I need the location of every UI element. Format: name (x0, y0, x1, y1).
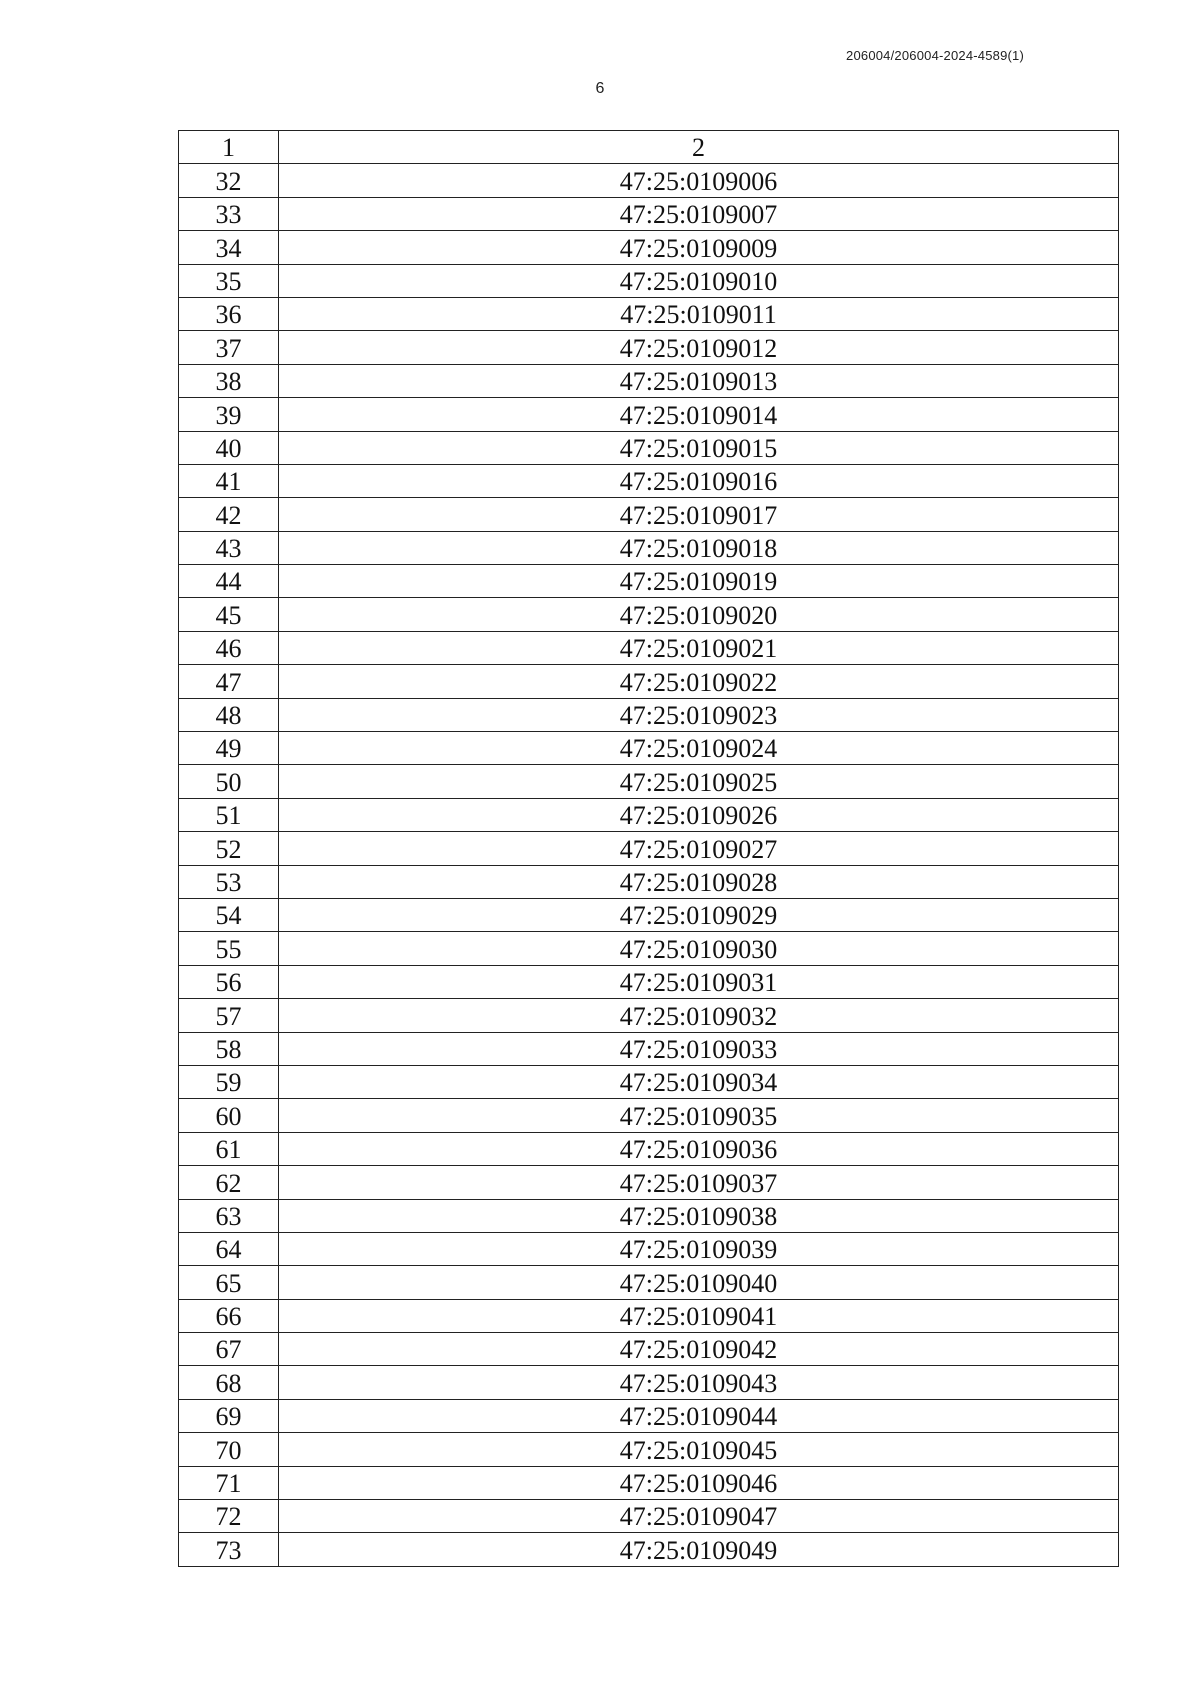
table-row (179, 865, 1119, 898)
row-number-cell: 51 (179, 798, 279, 831)
cadastral-number-cell: 47:25:0109024 (279, 732, 1119, 765)
cadastral-number-cell: 47:25:0109029 (279, 898, 1119, 931)
cadastral-number-cell: 47:25:0109035 (279, 1099, 1119, 1132)
table-header-row (179, 131, 1119, 164)
cadastral-number-cell: 47:25:0109011 (279, 297, 1119, 330)
cadastral-number-cell: 47:25:0109033 (279, 1032, 1119, 1065)
cadastral-number-cell: 47:25:0109042 (279, 1333, 1119, 1366)
table-row (179, 631, 1119, 664)
row-number-cell: 69 (179, 1399, 279, 1432)
row-number-cell: 62 (179, 1166, 279, 1199)
row-number-cell: 73 (179, 1533, 279, 1566)
table-row (179, 1099, 1119, 1132)
cadastral-number-cell: 47:25:0109049 (279, 1533, 1119, 1566)
cadastral-number-cell: 47:25:0109012 (279, 331, 1119, 364)
row-number-cell: 71 (179, 1466, 279, 1499)
row-number-cell: 46 (179, 631, 279, 664)
table-row (179, 698, 1119, 731)
table-row (179, 1333, 1119, 1366)
table-row (179, 464, 1119, 497)
table-row (179, 498, 1119, 531)
cadastral-number-cell: 47:25:0109026 (279, 798, 1119, 831)
table-row (179, 1399, 1119, 1432)
row-number-cell: 40 (179, 431, 279, 464)
cadastral-number-cell: 47:25:0109021 (279, 631, 1119, 664)
row-number-cell: 50 (179, 765, 279, 798)
table-row (179, 431, 1119, 464)
cadastral-number-cell: 47:25:0109013 (279, 364, 1119, 397)
cadastral-number-cell: 47:25:0109039 (279, 1232, 1119, 1265)
cadastral-number-cell: 47:25:0109014 (279, 398, 1119, 431)
table-row (179, 531, 1119, 564)
cadastral-number-cell: 47:25:0109036 (279, 1132, 1119, 1165)
row-number-cell: 43 (179, 531, 279, 564)
row-number-cell: 45 (179, 598, 279, 631)
table-row (179, 732, 1119, 765)
cadastral-number-cell: 47:25:0109020 (279, 598, 1119, 631)
row-number-cell: 58 (179, 1032, 279, 1065)
row-number-cell: 49 (179, 732, 279, 765)
table-body (179, 164, 1119, 1566)
row-number-cell: 52 (179, 832, 279, 865)
row-number-cell: 39 (179, 398, 279, 431)
document-reference: 206004/206004-2024-4589(1) (846, 48, 1024, 63)
table-row (179, 898, 1119, 931)
column-header-1: 1 (179, 131, 279, 164)
row-number-cell: 67 (179, 1333, 279, 1366)
row-number-cell: 35 (179, 264, 279, 297)
table-row (179, 665, 1119, 698)
table-row (179, 598, 1119, 631)
row-number-cell: 55 (179, 932, 279, 965)
table-row (179, 398, 1119, 431)
cadastral-number-cell: 47:25:0109023 (279, 698, 1119, 731)
row-number-cell: 65 (179, 1266, 279, 1299)
cadastral-number-cell: 47:25:0109025 (279, 765, 1119, 798)
row-number-cell: 63 (179, 1199, 279, 1232)
row-number-cell: 47 (179, 665, 279, 698)
page-number: 6 (595, 80, 605, 97)
row-number-cell: 48 (179, 698, 279, 731)
cadastral-number-cell: 47:25:0109041 (279, 1299, 1119, 1332)
cadastral-table (178, 130, 1119, 1567)
table-row (179, 1433, 1119, 1466)
cadastral-number-cell: 47:25:0109019 (279, 565, 1119, 598)
row-number-cell: 68 (179, 1366, 279, 1399)
cadastral-number-cell: 47:25:0109016 (279, 464, 1119, 497)
column-header-2: 2 (279, 131, 1119, 164)
row-number-cell: 44 (179, 565, 279, 598)
row-number-cell: 37 (179, 331, 279, 364)
row-number-cell: 72 (179, 1500, 279, 1533)
table-row (179, 164, 1119, 197)
row-number-cell: 38 (179, 364, 279, 397)
cadastral-number-cell: 47:25:0109015 (279, 431, 1119, 464)
table-row (179, 1366, 1119, 1399)
row-number-cell: 56 (179, 965, 279, 998)
table-row (179, 1032, 1119, 1065)
table-row (179, 1266, 1119, 1299)
table-row (179, 1199, 1119, 1232)
cadastral-number-cell: 47:25:0109043 (279, 1366, 1119, 1399)
cadastral-number-cell: 47:25:0109031 (279, 965, 1119, 998)
cadastral-number-cell: 47:25:0109032 (279, 999, 1119, 1032)
cadastral-number-cell: 47:25:0109038 (279, 1199, 1119, 1232)
row-number-cell: 41 (179, 464, 279, 497)
cadastral-number-cell: 47:25:0109030 (279, 932, 1119, 965)
row-number-cell: 54 (179, 898, 279, 931)
table-row (179, 1166, 1119, 1199)
table-row (179, 1065, 1119, 1098)
table-row (179, 1232, 1119, 1265)
cadastral-number-cell: 47:25:0109027 (279, 832, 1119, 865)
table-row (179, 197, 1119, 230)
table-row (179, 765, 1119, 798)
cadastral-number-cell: 47:25:0109045 (279, 1433, 1119, 1466)
table-row (179, 297, 1119, 330)
table-row (179, 565, 1119, 598)
row-number-cell: 60 (179, 1099, 279, 1132)
row-number-cell: 42 (179, 498, 279, 531)
table-row (179, 264, 1119, 297)
cadastral-number-cell: 47:25:0109009 (279, 231, 1119, 264)
row-number-cell: 32 (179, 164, 279, 197)
cadastral-number-cell: 47:25:0109007 (279, 197, 1119, 230)
row-number-cell: 70 (179, 1433, 279, 1466)
cadastral-number-cell: 47:25:0109018 (279, 531, 1119, 564)
table-row (179, 1299, 1119, 1332)
row-number-cell: 66 (179, 1299, 279, 1332)
table-row (179, 331, 1119, 364)
cadastral-number-cell: 47:25:0109040 (279, 1266, 1119, 1299)
table-row (179, 1132, 1119, 1165)
table-row (179, 999, 1119, 1032)
cadastral-number-cell: 47:25:0109017 (279, 498, 1119, 531)
table-row (179, 364, 1119, 397)
cadastral-number-cell: 47:25:0109047 (279, 1500, 1119, 1533)
table-row (179, 231, 1119, 264)
table-row (179, 798, 1119, 831)
row-number-cell: 59 (179, 1065, 279, 1098)
table-row (179, 1466, 1119, 1499)
table-row (179, 1500, 1119, 1533)
row-number-cell: 34 (179, 231, 279, 264)
cadastral-number-cell: 47:25:0109006 (279, 164, 1119, 197)
row-number-cell: 53 (179, 865, 279, 898)
cadastral-number-cell: 47:25:0109028 (279, 865, 1119, 898)
cadastral-number-cell: 47:25:0109034 (279, 1065, 1119, 1098)
cadastral-number-cell: 47:25:0109037 (279, 1166, 1119, 1199)
row-number-cell: 61 (179, 1132, 279, 1165)
table-row (179, 965, 1119, 998)
table-row (179, 932, 1119, 965)
table-row (179, 1533, 1119, 1566)
cadastral-number-cell: 47:25:0109022 (279, 665, 1119, 698)
row-number-cell: 57 (179, 999, 279, 1032)
cadastral-number-cell: 47:25:0109010 (279, 264, 1119, 297)
row-number-cell: 33 (179, 197, 279, 230)
row-number-cell: 36 (179, 297, 279, 330)
row-number-cell: 64 (179, 1232, 279, 1265)
table-row (179, 832, 1119, 865)
cadastral-number-cell: 47:25:0109044 (279, 1399, 1119, 1432)
cadastral-number-cell: 47:25:0109046 (279, 1466, 1119, 1499)
